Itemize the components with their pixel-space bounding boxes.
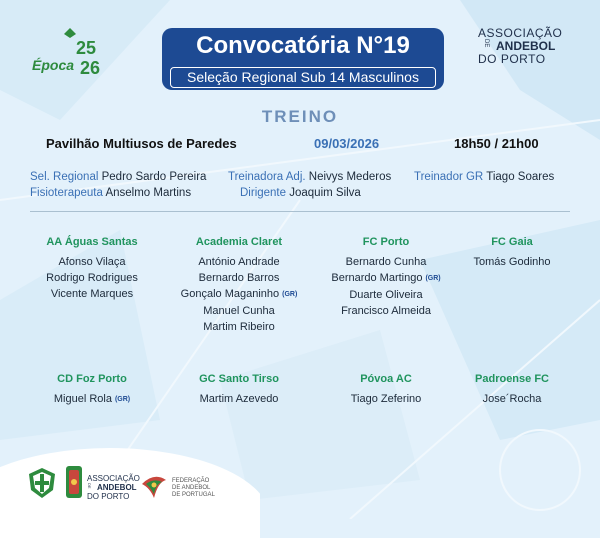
player-name: Bernardo Cunha: [345, 256, 427, 268]
player-row: [164, 303, 314, 319]
staff-item: [30, 171, 206, 183]
season-logo-graphic: [30, 26, 116, 82]
season-bottom: 26: [80, 58, 101, 78]
player-name: Duarte Oliveira: [349, 289, 423, 301]
page-subtitle: Seleção Regional Sub 14 Masculinos: [187, 69, 419, 85]
club-block: [17, 236, 167, 302]
player-name: Martim Ribeiro: [203, 321, 275, 333]
player-row: [164, 254, 314, 270]
player-name: Tiago Zeferino: [350, 393, 422, 405]
divider: [30, 211, 570, 212]
player-name: Bernardo Martingo: [331, 272, 423, 284]
club-name: CD Foz Porto: [57, 373, 127, 385]
title-box: [162, 28, 444, 90]
club-block: [437, 373, 587, 407]
staff-role: Fisioterapeuta: [30, 187, 103, 199]
player-row: [17, 270, 167, 286]
player-row: [311, 270, 461, 287]
club-block: [164, 236, 314, 335]
federation-line3: DE PORTUGAL: [172, 492, 215, 498]
club-name: Padroense FC: [475, 373, 549, 385]
player-row: [164, 319, 314, 335]
footer-association-line1: ASSOCIAÇÃO: [87, 474, 140, 483]
player-name: Bernardo Barros: [198, 272, 280, 284]
player-row: [164, 286, 314, 303]
club-name: FC Gaia: [491, 236, 533, 248]
staff-role: Treinador GR: [414, 171, 484, 183]
club-name: AA Águas Santas: [46, 236, 138, 248]
player-row: [164, 391, 314, 407]
footer-association-line2: ANDEBOL: [97, 483, 137, 492]
staff-name: Anselmo Martins: [105, 187, 192, 199]
association-line3: DO PORTO: [478, 52, 546, 66]
association-crest-icon: [64, 462, 84, 502]
season-logo: [30, 26, 116, 82]
club-name: FC Porto: [362, 236, 410, 248]
club-name: Póvoa AC: [360, 373, 412, 385]
association-line1: ASSOCIAÇÃO: [478, 26, 563, 40]
goalkeeper-badge: (GR): [425, 275, 441, 282]
staff-name: Joaquim Silva: [289, 187, 361, 199]
player-name: Manuel Cunha: [203, 305, 275, 317]
player-name: Francisco Almeida: [341, 305, 431, 317]
staff-role: Sel. Regional: [30, 171, 99, 183]
staff-name: Pedro Sardo Pereira: [101, 171, 207, 183]
association-line2: ANDEBOL: [496, 39, 556, 53]
staff-item: [30, 187, 191, 199]
player-name: Vicente Marques: [50, 288, 134, 300]
player-name: Jose´Rocha: [482, 393, 542, 405]
subtitle-frame: [170, 67, 436, 88]
club-name: Academia Claret: [195, 236, 283, 248]
event-time: 18h50 / 21h00: [454, 136, 539, 151]
player-row: [311, 303, 461, 319]
association-de: DE: [483, 39, 489, 48]
club-block: [17, 373, 167, 408]
player-row: [437, 254, 587, 270]
player-row: [437, 391, 587, 407]
season-word: Época: [32, 57, 75, 73]
venue: Pavilhão Multiusos de Paredes: [46, 136, 237, 151]
federation-logo-icon: [140, 470, 168, 500]
footer-association-de: DE: [87, 483, 92, 489]
federation-line1: FEDERAÇÃO: [172, 478, 210, 484]
regional-team-crest-icon: [27, 466, 57, 500]
section-title: TREINO: [261, 107, 339, 126]
page-title: Convocatória N°19: [196, 32, 410, 59]
staff-item: [240, 187, 361, 199]
player-name: Tomás Godinho: [473, 256, 551, 268]
player-name: António Andrade: [198, 256, 280, 268]
staff-role: Dirigente: [240, 187, 287, 199]
goalkeeper-badge: (GR): [114, 396, 131, 403]
player-row: [311, 287, 461, 303]
club-block: [437, 236, 587, 270]
player-name: Miguel Rola: [53, 393, 112, 405]
footer-association-line3: DO PORTO: [87, 492, 130, 501]
club-name: GC Santo Tirso: [199, 373, 279, 385]
player-row: [17, 391, 167, 408]
staff-name: Neivys Mederos: [308, 171, 392, 183]
season-top: 25: [76, 38, 97, 58]
federation-line2: DE ANDEBOL: [172, 485, 211, 491]
player-name: Afonso Vilaça: [58, 256, 126, 268]
event-date: 09/03/2026: [314, 136, 380, 151]
goalkeeper-badge: (GR): [282, 291, 298, 298]
staff-role: Treinadora Adj.: [228, 171, 306, 183]
player-row: [17, 254, 167, 270]
staff-name: Tiago Soares: [486, 171, 555, 183]
player-name: Martim Azevedo: [199, 393, 279, 405]
club-block: [164, 373, 314, 407]
player-name: Gonçalo Maganinho: [180, 288, 280, 300]
staff-item: [228, 171, 391, 183]
player-row: [164, 270, 314, 286]
footer-association-logo: [87, 474, 147, 504]
staff-item: [414, 171, 554, 183]
association-logo: [478, 26, 574, 68]
player-row: [17, 286, 167, 302]
player-name: Rodrigo Rodrigues: [46, 272, 138, 284]
